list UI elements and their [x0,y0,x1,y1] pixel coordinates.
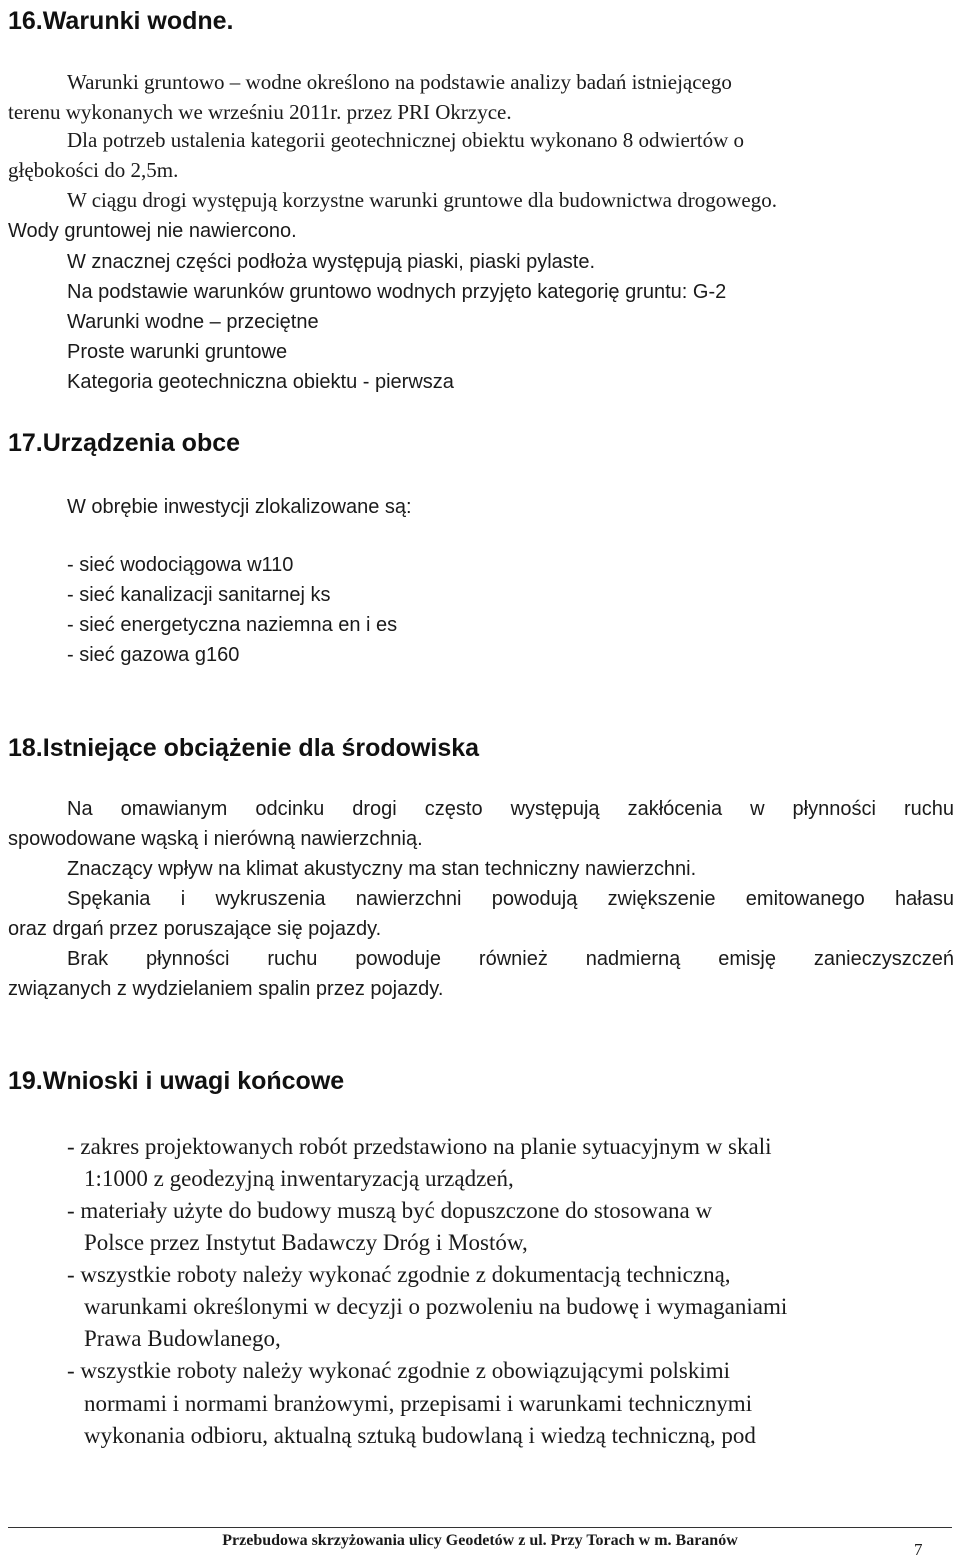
s18-line-7: związanych z wydzielaniem spalin przez pojazdy. [8,978,444,1000]
footer-rule [8,1527,952,1528]
s19-line-8: - wszystkie roboty należy wykonać zgodnie z obowiązującymi polskimi [67,1358,730,1383]
s18-line-1: Na omawianym odcinku drogi często występują zakłócenia w płynności ruchu [67,798,954,820]
s18-line-3: Znaczący wpływ na klimat akustyczny ma stan techniczny nawierzchni. [67,858,697,880]
s16-line-6: Wody gruntowej nie nawiercono. [8,220,297,242]
s17-item-4: - sieć gazowa g160 [67,644,240,666]
s18-line-4: Spękania i wykruszenia nawierzchni powodują zwiększenie emitowanego hałasu [67,888,954,910]
page-number: 7 [914,1540,923,1559]
s16-line-2: terenu wykonanych we wrześniu 2011r. przez PRI Okrzyce. [8,100,512,124]
s17-item-2: - sieć kanalizacji sanitarnej ks [67,584,331,606]
s19-line-9: normami i normami branżowymi, przepisami i warunkami technicznymi [84,1391,753,1416]
s16-line-1: Warunki gruntowo – wodne określono na podstawie analizy badań istniejącego [67,70,732,94]
section-19-heading: 19.Wnioski i uwagi końcowe [8,1067,345,1095]
s19-line-1: - zakres projektowanych robót przedstawiono na planie sytuacyjnym w skali [67,1134,772,1159]
s16-line-4: głębokości do 2,5m. [8,158,179,182]
s19-line-2: 1:1000 z geodezyjną inwentaryzacją urządzeń, [84,1166,514,1191]
s18-line-2: spowodowane wąską i nierówną nawierzchnią. [8,828,423,850]
s16-line-9: Warunki wodne – przeciętne [67,311,319,333]
s17-item-1: - sieć wodociągowa w110 [67,554,294,576]
s18-line-5: oraz drgań przez poruszające się pojazdy. [8,918,382,940]
footer-title: Przebudowa skrzyżowania ulicy Geodetów z ul. Przy Torach w m. Baranów [222,1532,738,1549]
s16-line-10: Proste warunki gruntowe [67,341,288,363]
s17-intro: W obrębie inwestycji zlokalizowane są: [67,496,412,518]
s17-item-3: - sieć energetyczna naziemna en i es [67,614,398,636]
s19-line-6: warunkami określonymi w decyzji o pozwoleniu na budowę i wymaganiami [84,1294,788,1319]
section-16-heading: 16.Warunki wodne. [8,7,234,35]
s19-line-5: - wszystkie roboty należy wykonać zgodnie z dokumentacją techniczną, [67,1262,731,1287]
s16-line-11: Kategoria geotechniczna obiektu - pierwsza [67,371,454,393]
s19-line-3: - materiały użyte do budowy muszą być dopuszczone do stosowana w [67,1198,713,1223]
s16-line-7: W znacznej części podłoża występują piaski, piaski pylaste. [67,251,596,273]
s19-line-10: wykonania odbioru, aktualną sztuką budowlaną i wiedzą techniczną, pod [84,1423,756,1448]
s19-line-7: Prawa Budowlanego, [84,1326,281,1351]
s16-line-3: Dla potrzeb ustalenia kategorii geotechnicznej obiektu wykonano 8 odwiertów o [67,128,745,152]
s19-line-4: Polsce przez Instytut Badawczy Dróg i Mostów, [84,1230,528,1255]
s16-line-5: W ciągu drogi występują korzystne warunki gruntowe dla budownictwa drogowego. [67,188,777,212]
section-18-heading: 18.Istniejące obciążenie dla środowiska [8,734,480,762]
s18-line-6: Brak płynności ruchu powoduje również nadmierną emisję zanieczyszczeń [67,948,954,970]
section-17-heading: 17.Urządzenia obce [8,429,241,457]
s16-line-8: Na podstawie warunków gruntowo wodnych przyjęto kategorię gruntu: G-2 [67,281,727,303]
